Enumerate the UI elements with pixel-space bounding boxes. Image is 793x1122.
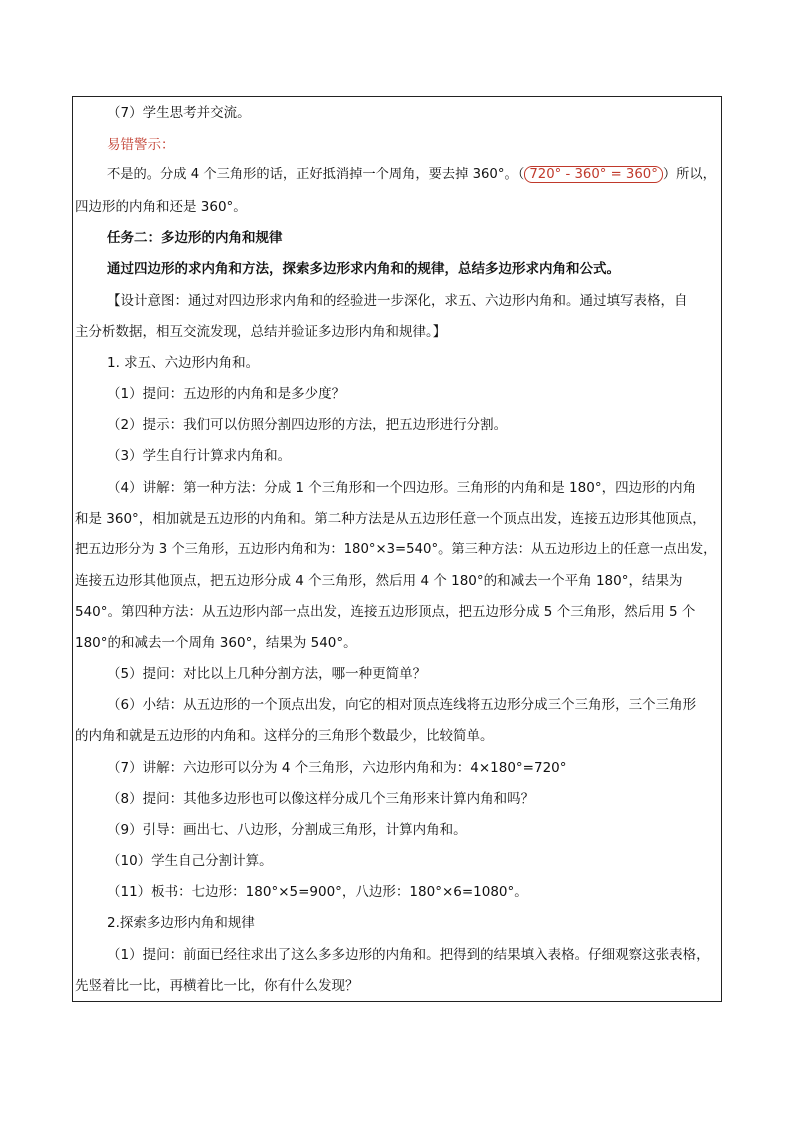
section-subheading: 通过四边形的求内角和方法，探索多边形求内角和的规律，总结多边形求内角和公式。 <box>107 261 620 277</box>
text-line: （11）板书：七边形：180°×5=900°，八边形：180°×6=1080°。 <box>107 884 528 900</box>
text-line: （5）提问：对比以上几种分割方法，哪一种更简单？ <box>107 666 427 682</box>
text-line: （2）提示：我们可以仿照分割四边形的方法，把五边形进行分割。 <box>107 417 508 433</box>
text-line: 1. 求五、六边形内角和。 <box>107 355 260 371</box>
text-line: （7）讲解：六边形可以分为 4 个三角形，六边形内角和为：4×180°=720° <box>107 760 567 776</box>
text-line: （3）学生自行计算求内角和。 <box>107 448 292 464</box>
document-table-cell <box>72 96 722 1002</box>
text-line: （10）学生自己分割计算。 <box>107 853 273 869</box>
highlighted-formula: 720° - 360° = 360° <box>524 166 662 183</box>
text-segment: 不是的。分成 4 个三角形的话，正好抵消掉一个周角，要去掉 360°。（ <box>107 167 525 182</box>
text-line: 【设计意图：通过对四边形求内角和的经验进一步深化，求五、六边形内角和。通过填写表格，自 <box>107 293 688 309</box>
text-line: 的内角和就是五边形的内角和。这样分的三角形个数最少，比较简单。 <box>75 728 494 744</box>
text-line: 540°。第四种方法：从五边形内部一点出发，连接五边形顶点，把五边形分成 5 个三角形，然后用 5 个 <box>75 604 696 620</box>
text-line: （7）学生思考并交流。 <box>107 105 251 121</box>
text-line: 连接五边形其他顶点，把五边形分成 4 个三角形，然后用 4 个 180°的和减去一个平角 180°，结果为 <box>75 573 683 589</box>
text-segment: ）所以， <box>662 167 716 182</box>
text-line: （6）小结：从五边形的一个顶点出发，向它的相对顶点连线将五边形分成三个三角形，三个三角形 <box>107 697 697 713</box>
error-warning-heading: 易错警示： <box>107 137 175 153</box>
text-line: （4）讲解：第一种方法：分成 1 个三角形和一个四边形。三角形的内角和是 180°，四边形的内角 <box>107 480 697 496</box>
text-line: 主分析数据，相互交流发现，总结并验证多边形内角和规律。】 <box>75 324 447 340</box>
text-line: 和是 360°，相加就是五边形的内角和。第二种方法是从五边形任意一个顶点出发，连接五边形其他顶点， <box>75 511 706 527</box>
text-line: 180°的和减去一个周角 360°，结果为 540°。 <box>75 635 357 651</box>
text-line <box>107 165 716 185</box>
text-line: 先竖着比一比，再横着比一比，你有什么发现？ <box>75 978 359 994</box>
text-line: （8）提问：其他多边形也可以像这样分成几个三角形来计算内角和吗？ <box>107 791 535 807</box>
text-line: （1）提问：前面已经往求出了这么多多边形的内角和。把得到的结果填入表格。仔细观察这张表格， <box>107 947 710 963</box>
section-heading: 任务二：多边形的内角和规律 <box>107 230 283 246</box>
text-line: （1）提问：五边形的内角和是多少度？ <box>107 386 346 402</box>
text-line: 把五边形分为 3 个三角形，五边形内角和为：180°×3=540°。第三种方法：从五边形边上的任意一点出发， <box>75 542 717 557</box>
text-line: 四边形的内角和还是 360°。 <box>75 199 247 215</box>
text-line: 2.探索多边形内角和规律 <box>107 915 255 931</box>
text-line: （9）引导：画出七、八边形，分割成三角形，计算内角和。 <box>107 822 467 838</box>
